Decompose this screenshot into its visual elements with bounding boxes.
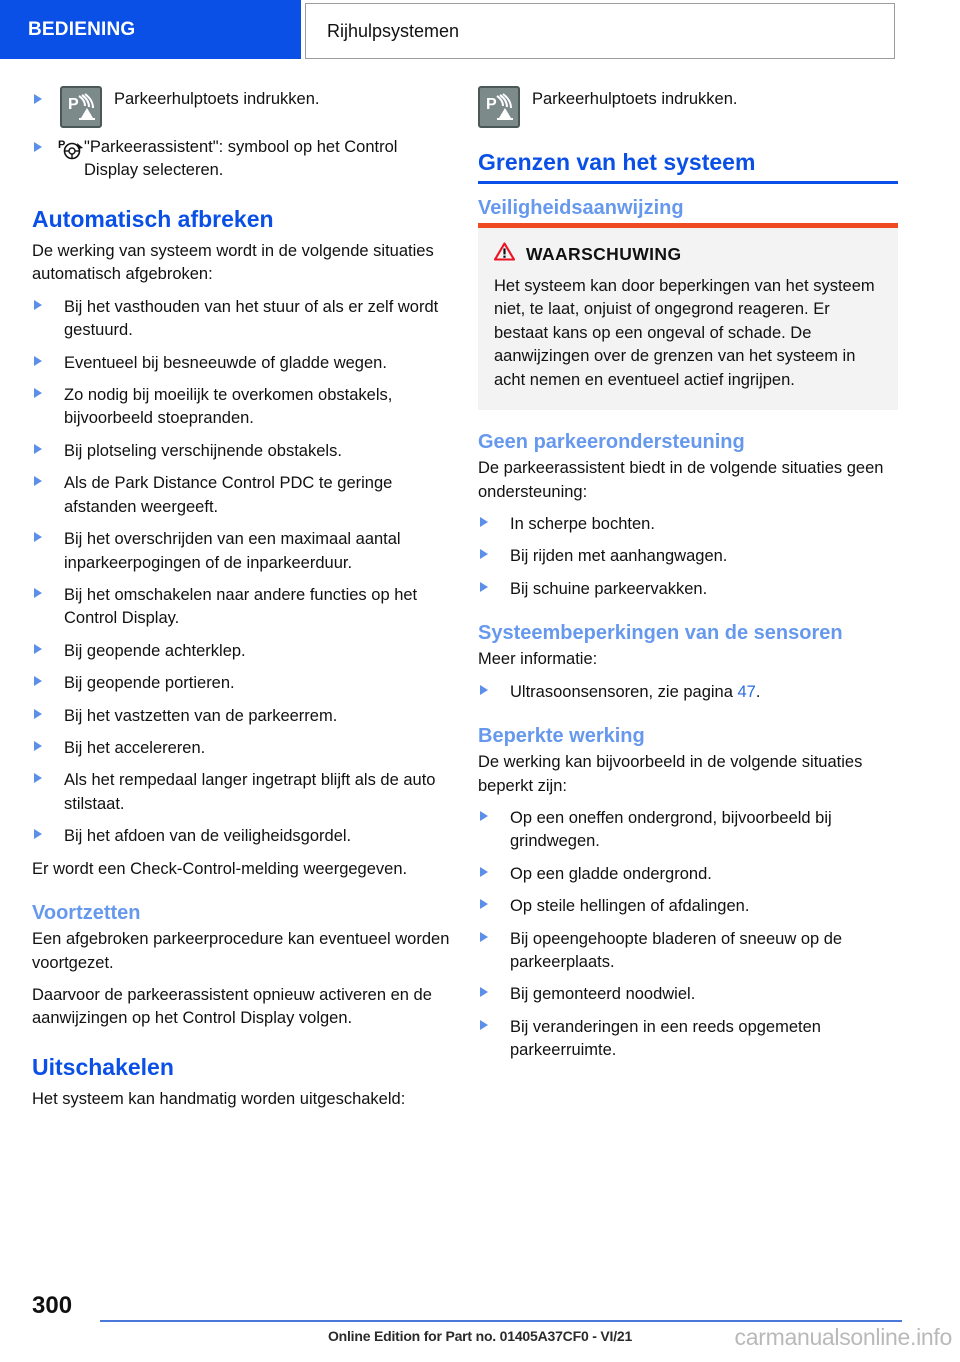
bullet-text: Bij opeengehoopte bladeren of sneeuw op de parkeerplaats. [510,929,843,972]
reference-suffix: . [755,682,761,701]
list-item [478,983,898,1006]
bullet-text: Bij het vasthouden van het stuur of als er zelf wordt gestuurd. [64,297,439,340]
triangle-bullet-icon [480,867,488,877]
bullet-text: Bij geopende achterklep. [64,641,246,660]
triangle-bullet-icon [34,356,42,366]
bullet-text: Op een oneffen ondergrond, bijvoorbeeld bij grindwegen. [510,808,832,851]
list-item [32,737,452,760]
continue-paragraph-2: Daarvoor de parkeerassistent opnieuw activeren en de aanwijzingen op het Control Display volgen. [32,986,432,1028]
warning-box [478,223,898,410]
triangle-bullet-icon [480,899,488,909]
bullet-text: Bij het omschakelen naar andere functies op het Control Display. [64,585,418,628]
list-item [478,807,898,854]
list-item [32,440,452,463]
bullet-text: Eventueel bij besneeuwde of gladde wegen. [64,353,387,372]
triangle-bullet-icon [480,987,488,997]
pdc-park-assist-icon [478,86,520,133]
triangle-bullet-icon [480,685,488,695]
bullet-text: Bij het overschrijden van een maximaal aantal inparkeerpogingen of de inparkeerduur. [64,530,401,572]
list-item [32,384,452,431]
list-item [478,545,898,568]
bullet-text: Bij het afdoen van de veiligheidsgordel. [64,827,352,846]
bullet-text: Bij plotseling verschijnende obstakels. [64,441,342,460]
bullet-text: Bij veranderingen in een reeds opgemeten parkeerruimte. [510,1017,821,1060]
pdc-park-assist-icon [60,86,102,133]
section-tab[interactable] [305,3,895,59]
triangle-bullet-icon [34,388,42,398]
sensor-limits-bullet-list [478,681,898,704]
heading-beperkte-werking: Beperkte werking [478,725,645,748]
list-item [478,88,898,122]
svg-text:P: P [68,96,79,113]
site-watermark: carmanualsonline.info [734,1324,952,1350]
edition-notice: Online Edition for Part no. 01405A37CF0 - VI/21 [327,1328,633,1344]
triangle-bullet-icon [480,549,488,559]
reference-prefix: Ultrasoonsensoren, zie pagina [510,682,738,701]
list-item [478,681,898,704]
list-item [478,578,898,601]
list-item [32,528,452,575]
right-step-list [478,88,898,122]
page-reference-link[interactable]: 47 [737,682,756,701]
triangle-bullet-icon [34,588,42,598]
left-column [32,88,452,1120]
bullet-text: Op steile hellingen of afdalingen. [510,897,750,916]
footer-divider [100,1320,902,1322]
bullet-text: Bij het vastzetten van de parkeerrem. [64,706,338,725]
list-item [32,584,452,631]
list-item [32,640,452,663]
chapter-label: BEDIENING [28,18,136,40]
list-item [478,863,898,886]
triangle-bullet-icon [34,142,42,152]
triangle-bullet-icon [480,932,488,942]
parking-assistant-symbol-icon [58,137,92,163]
auto-abort-bullet-list [32,296,452,849]
bullet-text: Als de Park Distance Control PDC te geringe afstanden weergeeft. [64,474,393,516]
list-item [32,296,452,343]
bullet-text: Bij rijden met aanhangwagen. [510,547,728,566]
bullet-text: Bij het accelereren. [64,739,206,758]
triangle-bullet-icon [34,773,42,783]
limited-function-intro: De werking kan bijvoorbeeld in de volgende situaties beperkt zijn: [478,753,863,795]
right-column [478,88,898,1071]
triangle-bullet-icon [34,476,42,486]
no-support-bullet-list [478,513,898,601]
list-item [478,895,898,918]
triangle-bullet-icon [34,741,42,751]
step-text: Parkeerhulptoets indrukken. [532,90,738,108]
limited-function-bullet-list [478,807,898,1063]
bullet-text: Zo nodig bij moeilijk te overkomen obstakels, bijvoorbeeld stoepranden. [64,386,393,428]
heading-grenzen-van-het-systeem: Grenzen van het systeem [478,148,898,184]
section-label: Rijhulpsystemen [327,20,460,41]
auto-abort-outro: Er wordt een Check-Control-melding weergegeven. [32,859,408,878]
page-number: 300 [32,1292,73,1319]
triangle-bullet-icon [480,1020,488,1030]
list-item [32,352,452,375]
auto-abort-intro: De werking van systeem wordt in de volgende situaties automatisch afgebroken: [32,241,434,284]
list-item [32,136,452,183]
heading-systeembeperkingen-van-de-sensoren: Systeembeperkingen van de sensoren [478,622,843,645]
switch-off-intro: Het systeem kan handmatig worden uitgeschakeld: [32,1089,406,1108]
bullet-text: In scherpe bochten. [510,515,655,533]
heading-automatisch-afbreken: Automatisch afbreken [32,205,274,232]
sensor-limits-intro: Meer informatie: [478,650,598,669]
list-item [32,769,452,816]
step-text: Parkeerhulptoets indrukken. [114,90,320,108]
heading-voortzetten: Voortzetten [32,902,141,925]
triangle-bullet-icon [480,582,488,592]
bullet-text: Bij geopende portieren. [64,674,235,693]
heading-geen-parkeerondersteuning: Geen parkeerondersteuning [478,431,745,454]
warning-triangle-icon [494,242,515,266]
bullet-text: Bij gemonteerd noodwiel. [510,985,696,1004]
continue-paragraph-1: Een afgebroken parkeerprocedure kan eventueel worden voortgezet. [32,930,450,972]
triangle-bullet-icon [480,517,488,527]
bullet-text: Als het rempedaal langer ingetrapt blijft als de auto stilstaat. [64,771,436,813]
list-item [32,705,452,728]
list-item [478,1016,898,1063]
bullet-text: Bij schuine parkeervakken. [510,579,708,598]
triangle-bullet-icon [480,811,488,821]
left-step-list [32,88,452,183]
triangle-bullet-icon [34,300,42,310]
list-item [32,825,452,848]
heading-uitschakelen: Uitschakelen [32,1053,174,1080]
list-item [32,472,452,519]
triangle-bullet-icon [34,676,42,686]
warning-header [494,242,882,266]
triangle-bullet-icon [34,94,42,104]
list-item [32,88,452,122]
triangle-bullet-icon [34,444,42,454]
page-header [0,0,960,62]
svg-text:P: P [486,96,497,113]
svg-text:P: P [58,139,66,151]
no-support-intro: De parkeerassistent biedt in de volgende situaties geen ondersteuning: [478,459,884,501]
chapter-tab[interactable] [0,0,301,59]
heading-veiligheidsaanwijzing: Veiligheidsaanwijzing [478,197,684,220]
triangle-bullet-icon [34,644,42,654]
warning-title: WAARSCHUWING [526,243,682,264]
triangle-bullet-icon [34,709,42,719]
warning-text: Het systeem kan door beperkingen van het systeem niet, te laat, onjuist of ongegrond reageren. Er bestaat kans op een ongeval of schade. De aanwijzingen over de grenzen van het systeem in acht nemen en eventueel actief ingrijpen. [494,277,875,389]
list-item [478,928,898,975]
page-footer [0,1272,960,1362]
list-item [32,672,452,695]
triangle-bullet-icon [34,829,42,839]
step-text: "Parkeerassistent": symbool op het Control Display selecteren. [84,138,398,180]
bullet-text: Op een gladde ondergrond. [510,864,712,883]
triangle-bullet-icon [34,532,42,542]
list-item [478,513,898,536]
